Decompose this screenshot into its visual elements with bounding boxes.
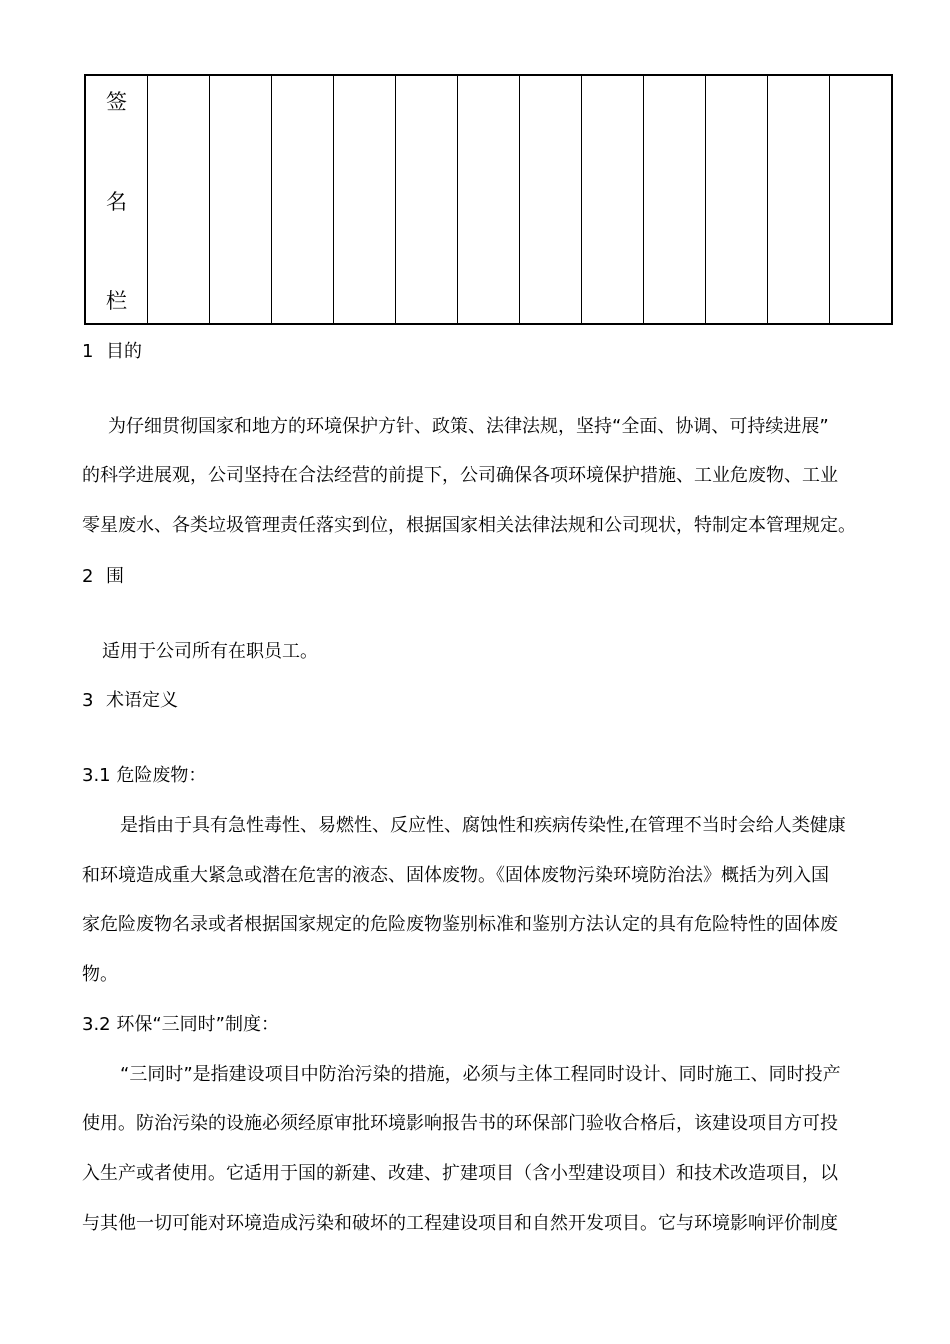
signature-cell[interactable] (768, 75, 830, 324)
section-3-number: 3 (82, 690, 94, 711)
section-3-2-line-1: “三同时”是指建设项目中防治污染的措施，必须与主体工程同时设计、同时施工、同时投产 (120, 1064, 841, 1085)
signature-label-cell (85, 75, 148, 324)
signature-label-char-1: 签 (106, 90, 127, 114)
signature-label-char-3: 栏 (106, 289, 127, 313)
signature-cell[interactable] (830, 75, 892, 324)
signature-cell[interactable] (706, 75, 768, 324)
signature-cell[interactable] (644, 75, 706, 324)
section-3-heading (82, 689, 902, 713)
signature-cell[interactable] (458, 75, 520, 324)
section-3-2-line-3: 入生产或者使用。它适用于国的新建、改建、扩建项目（含小型建设项目）和技术改造项目，以 (82, 1163, 838, 1184)
signature-label-char-2: 名 (106, 190, 127, 214)
section-1-number: 1 (82, 341, 94, 362)
section-3-1-title: 3.1 危险废物： (82, 765, 207, 786)
section-2-heading (82, 565, 902, 589)
signature-cell[interactable] (148, 75, 210, 324)
section-3-1-line-3: 家危险废物名录或者根据国家规定的危险废物鉴别标准和鉴别方法认定的具有危险特性的固体废 (82, 914, 838, 935)
section-2-line-1: 适用于公司所有在职员工。 (102, 641, 318, 662)
section-3-1-line-4: 物。 (82, 964, 118, 985)
section-1-line-1: 为仔细贯彻国家和地方的环境保护方针、政策、法律法规，坚持“全面、协调、可持续进展” (108, 416, 829, 437)
section-1-line-3: 零星废水、各类垃圾管理责任落实到位，根据国家相关法律法规和公司现状，特制定本管理规定。 (82, 515, 856, 536)
section-3-1-line-2: 和环境造成重大紧急或潜在危害的液态、固体废物。《固体废物污染环境防治法》概括为列入国 (82, 865, 829, 886)
section-3-2-line-2: 使用。防治污染的设施必须经原审批环境影响报告书的环保部门验收合格后，该建设项目方可投 (82, 1113, 838, 1134)
section-2-number: 2 (82, 566, 94, 587)
section-3-2-line-4: 与其他一切可能对环境造成污染和破坏的工程建设项目和自然开发项目。它与环境影响评价制度 (82, 1213, 838, 1234)
signature-cell[interactable] (520, 75, 582, 324)
signature-cell[interactable] (334, 75, 396, 324)
section-3-title: 术语定义 (106, 690, 178, 711)
signature-cell[interactable] (272, 75, 334, 324)
section-3-2-title: 3.2 环保“三同时”制度： (82, 1014, 279, 1035)
section-2-title: 围 (106, 566, 124, 587)
section-1-heading (82, 340, 902, 364)
signature-cell[interactable] (582, 75, 644, 324)
section-1-title: 目的 (106, 341, 142, 362)
signature-table (84, 74, 893, 325)
signature-row (85, 75, 892, 324)
section-1-line-2: 的科学进展观，公司坚持在合法经营的前提下，公司确保各项环境保护措施、工业危废物、工业 (82, 465, 838, 486)
section-3-1-line-1: 是指由于具有急性毒性、易燃性、反应性、腐蚀性和疾病传染性,在管理不当时会给人类健康 (120, 815, 846, 836)
signature-cell[interactable] (210, 75, 272, 324)
signature-cell[interactable] (396, 75, 458, 324)
